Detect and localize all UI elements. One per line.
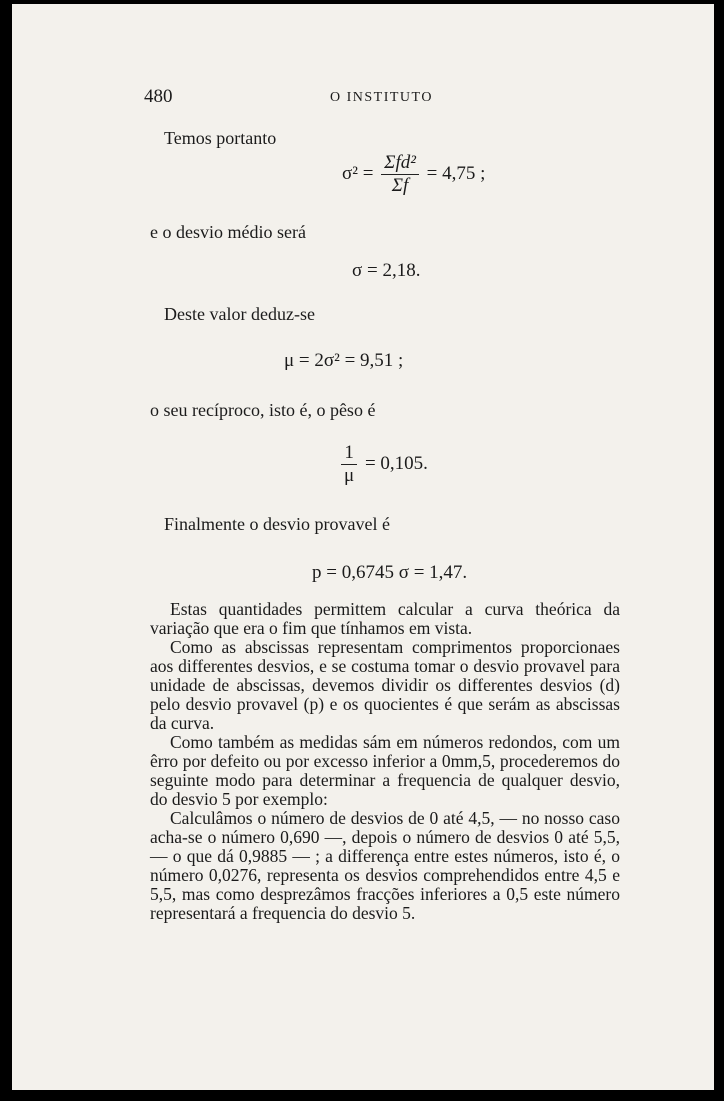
equation-probable-deviation: p = 0,6745 σ = 1,47. [312,562,468,583]
equation-mu: μ = 2σ² = 9,51 ; [284,350,404,371]
running-title: O INSTITUTO [330,90,433,105]
text-finalmente: Finalmente o desvio provavel é [164,514,390,534]
paragraph: Calculâmos o número de desvios de 0 até 4,5, — no nosso caso acha-se o número 0,690 —, depois o número de desvios 0 até 5,5, — o que dá 0,9885 — ; a differença entre estes números, isto é, o número 0,0276, representa os desvios comprehendidos entre 4,5 e 5,5, mas como desprezâmos fracções inferiores a 0,5 este número representará a frequencia do desvio 5. [150,808,620,923]
text-desvio-medio: e o desvio médio será [150,222,306,242]
paragraph: Como também as medidas sám em números redondos, com um êrro por defeito ou por excesso inferior a 0mm,5, procederemos do seguinte modo para determinar a frequencia de qualquer desvio, do desvio 5 por exemplo: [150,732,620,809]
eq4-fraction [341,442,357,487]
eq1-lhs: σ² = [342,162,374,184]
page-number: 480 [144,86,173,107]
eq4-rhs: = 0,105. [364,452,428,474]
eq1-denominator: Σf [391,175,409,196]
eq1-rhs: = 4,75 ; [426,162,486,184]
paragraph: Estas quantidades permittem calcular a curva theórica da variação que era o fim que tínhamos em vista. [150,599,620,638]
body-text [150,600,620,923]
text-reciproco: o seu recíproco, isto é, o pêso é [150,400,376,420]
eq1-fraction [381,152,419,197]
equation-variance [342,152,485,197]
eq4-denominator: μ [344,465,355,486]
paragraph: Como as abscissas representam comprimentos proporcionaes aos differentes desvios, e se costuma tomar o desvio provavel para unidade de abscissas, devemos dividir os differentes desvios (d) pelo desvio provavel (p) e os quocientes é que serám as abscissas da curva. [150,637,620,733]
equation-weight [338,442,428,487]
page-header [12,82,714,112]
text-temos-portanto: Temos portanto [164,128,277,148]
eq1-numerator: Σfd² [381,152,419,175]
eq4-numerator: 1 [341,442,357,465]
page [12,4,714,1090]
text-deste-valor: Deste valor deduz-se [164,304,315,324]
equation-sigma: σ = 2,18. [352,260,421,281]
